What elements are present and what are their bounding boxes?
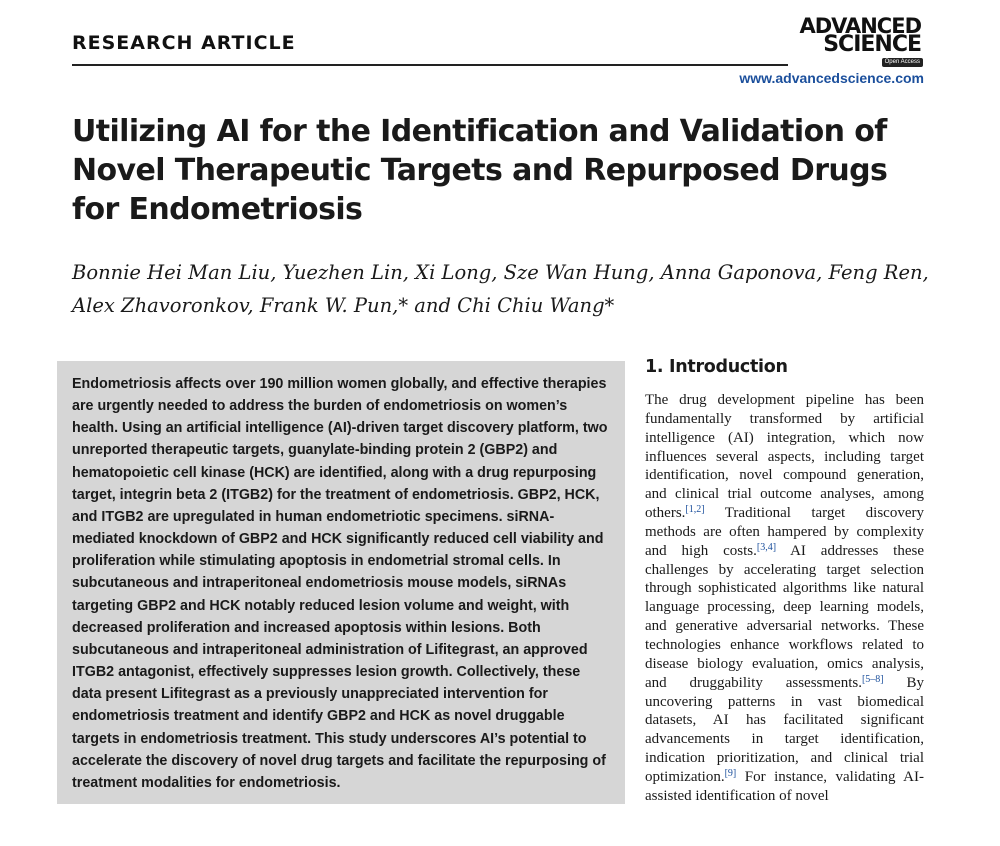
introduction-text [645, 391, 924, 806]
journal-logo[interactable] [790, 14, 925, 68]
open-access-badge: Open Access [882, 58, 923, 67]
abstract-box [57, 361, 625, 804]
intro-segment: AI addresses these challenges by accelerating target selection through sophisticated algorithms like natural language processing, deep learning models, and generative adversarial networks. These technologies enhance workflows related to disease biology evaluation, omics analysis, and druggability assessments. [645, 542, 924, 691]
header-rule [72, 64, 788, 66]
article-title: Utilizing AI for the Identification and Validation of Novel Therapeutic Targets and Repurposed Drugs for Endometriosis [72, 114, 888, 227]
section-label: RESEARCH ARTICLE [72, 32, 296, 54]
intro-segment: The drug development pipeline has been fundamentally transformed by artificial intelligence (AI) integration, which now influences several aspects, including target identification, novel compound generation, and clinical trial outcome analyses, among others. [645, 392, 924, 522]
citation-link[interactable]: [9] [724, 767, 737, 779]
intro-segment: By uncovering patterns in vast biomedical datasets, AI has facilitated significant advancements in target identification, indication prioritization, and clinical trial optimization. [645, 674, 924, 785]
author-list: Bonnie Hei Man Liu, Yuezhen Lin, Xi Long, Sze Wan Hung, Anna Gaponova, Feng Ren, Alex Zhavoronkov, Frank W. Pun,* and Chi Chiu Wang* [72, 261, 929, 317]
intro-segment: For instance, validating AI-assisted identification of novel [645, 768, 924, 804]
journal-url-link[interactable]: www.advancedscience.com [739, 70, 924, 86]
journal-logo-line1: ADVANCED [799, 14, 921, 38]
intro-segment: Traditional target discovery methods are often hampered by complexity and high costs. [645, 505, 924, 559]
citation-link[interactable]: [3,4] [756, 541, 777, 553]
introduction-heading: 1. Introduction [645, 357, 788, 377]
journal-logo-line2: SCIENCE [823, 32, 921, 57]
citation-link[interactable]: [5–8] [861, 673, 884, 685]
citation-link[interactable]: [1,2] [685, 504, 705, 516]
abstract-text: Endometriosis affects over 190 million women globally, and effective therapies are urgently needed to address the burden of endometriosis on women’s health. Using an artificial intelligence (AI)-driven target discovery platform, two unreported therapeutic targets, guanylate-binding protein 2 (GBP2) and hematopoietic cell kinase (HCK) are identified, along with a drug repurposing target, integrin beta 2 (ITGB2) for the treatment of endometriosis. GBP2, HCK, and ITGB2 are upregulated in human endometriotic specimens. siRNA-mediated knockdown of GBP2 and HCK significantly reduced cell viability and proliferation while stimulating apoptosis in endometrial stromal cells. In subcutaneous and intraperitoneal endometriosis mouse models, siRNAs targeting GBP2 and HCK notably reduced lesion volume and weight, with decreased proliferation and increased apoptosis within lesions. Both subcutaneous and intraperitoneal administration of Lifitegrast, an approved ITGB2 antagonist, effectively suppresses lesion growth. Collectively, these data present Lifitegrast as a previously unappreciated intervention for endometriosis treatment and identify GBP2 and HCK as novel druggable targets in endometriosis treatment. This study underscores AI’s potential to accelerate the discovery of novel drug targets and facilitate the repurposing of treatment modalities for endometriosis. [72, 376, 608, 791]
